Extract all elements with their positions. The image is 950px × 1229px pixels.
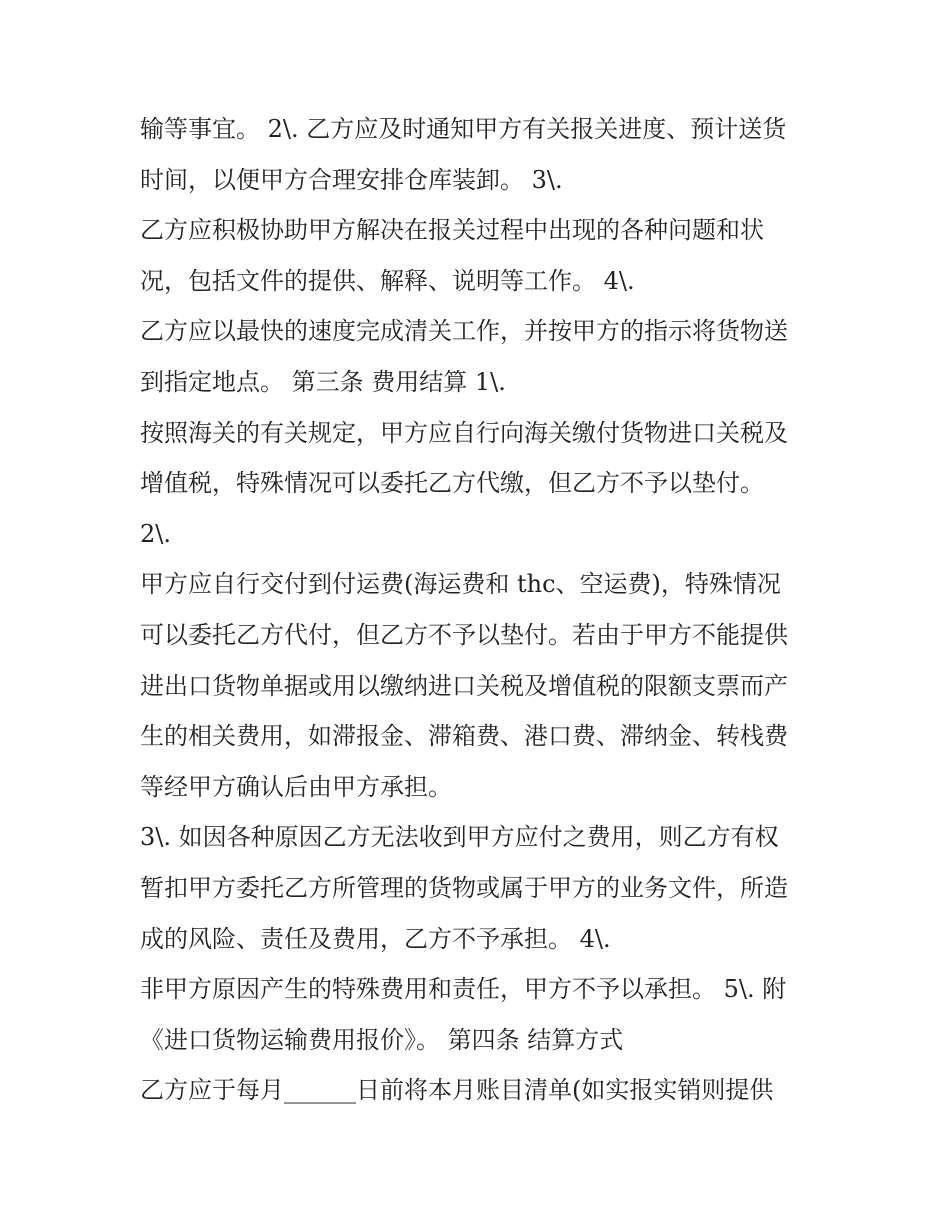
contract-body-text (140, 104, 830, 1116)
text-line: 2\. (140, 519, 171, 548)
text-line: 甲方应自行交付到付运费(海运费和 thc、空运费)，特殊情况 (140, 570, 781, 599)
text-line: 乙方应于每月______日前将本月账目清单(如实报实销则提供 (140, 1076, 774, 1105)
text-line: 成的风险、责任及费用，乙方不予承担。 4\. (140, 924, 611, 953)
text-line: 非甲方原因产生的特殊费用和责任，甲方不予以承担。 5\. 附 (140, 975, 787, 1004)
text-line: 进出口货物单据或用以缴纳进口关税及增值税的限额支票而产 (140, 671, 788, 700)
text-line: 乙方应积极协助甲方解决在报关过程中出现的各种问题和状 (140, 216, 764, 245)
text-line: 增值税，特殊情况可以委托乙方代缴，但乙方不予以垫付。 (140, 469, 764, 498)
text-line: 输等事宜。 2\. 乙方应及时通知甲方有关报关进度、预计送货 (140, 115, 787, 143)
text-line: 按照海关的有关规定，甲方应自行向海关缴付货物进口关税及 (140, 418, 788, 447)
text-line: 时间，以便甲方合理安排仓库装卸。 3\. (140, 165, 563, 194)
text-line: 3\. 如因各种原因乙方无法收到甲方应付之费用，则乙方有权 (140, 823, 779, 852)
text-line: 等经甲方确认后由甲方承担。 (140, 772, 452, 801)
text-line: 《进口货物运输费用报价》。 第四条 结算方式 (140, 1025, 624, 1054)
text-line: 乙方应以最快的速度完成清关工作，并按甲方的指示将货物送 (140, 317, 788, 346)
text-line: 况，包括文件的提供、解释、说明等工作。 4\. (140, 266, 635, 295)
text-line: 暂扣甲方委托乙方所管理的货物或属于甲方的业务文件，所造 (140, 873, 788, 902)
text-line: 到指定地点。 第三条 费用结算 1\. (140, 367, 506, 396)
text-line: 可以委托乙方代付，但乙方不予以垫付。若由于甲方不能提供 (140, 620, 788, 649)
text-line: 生的相关费用，如滞报金、滞箱费、港口费、滞纳金、转栈费 (140, 722, 788, 751)
